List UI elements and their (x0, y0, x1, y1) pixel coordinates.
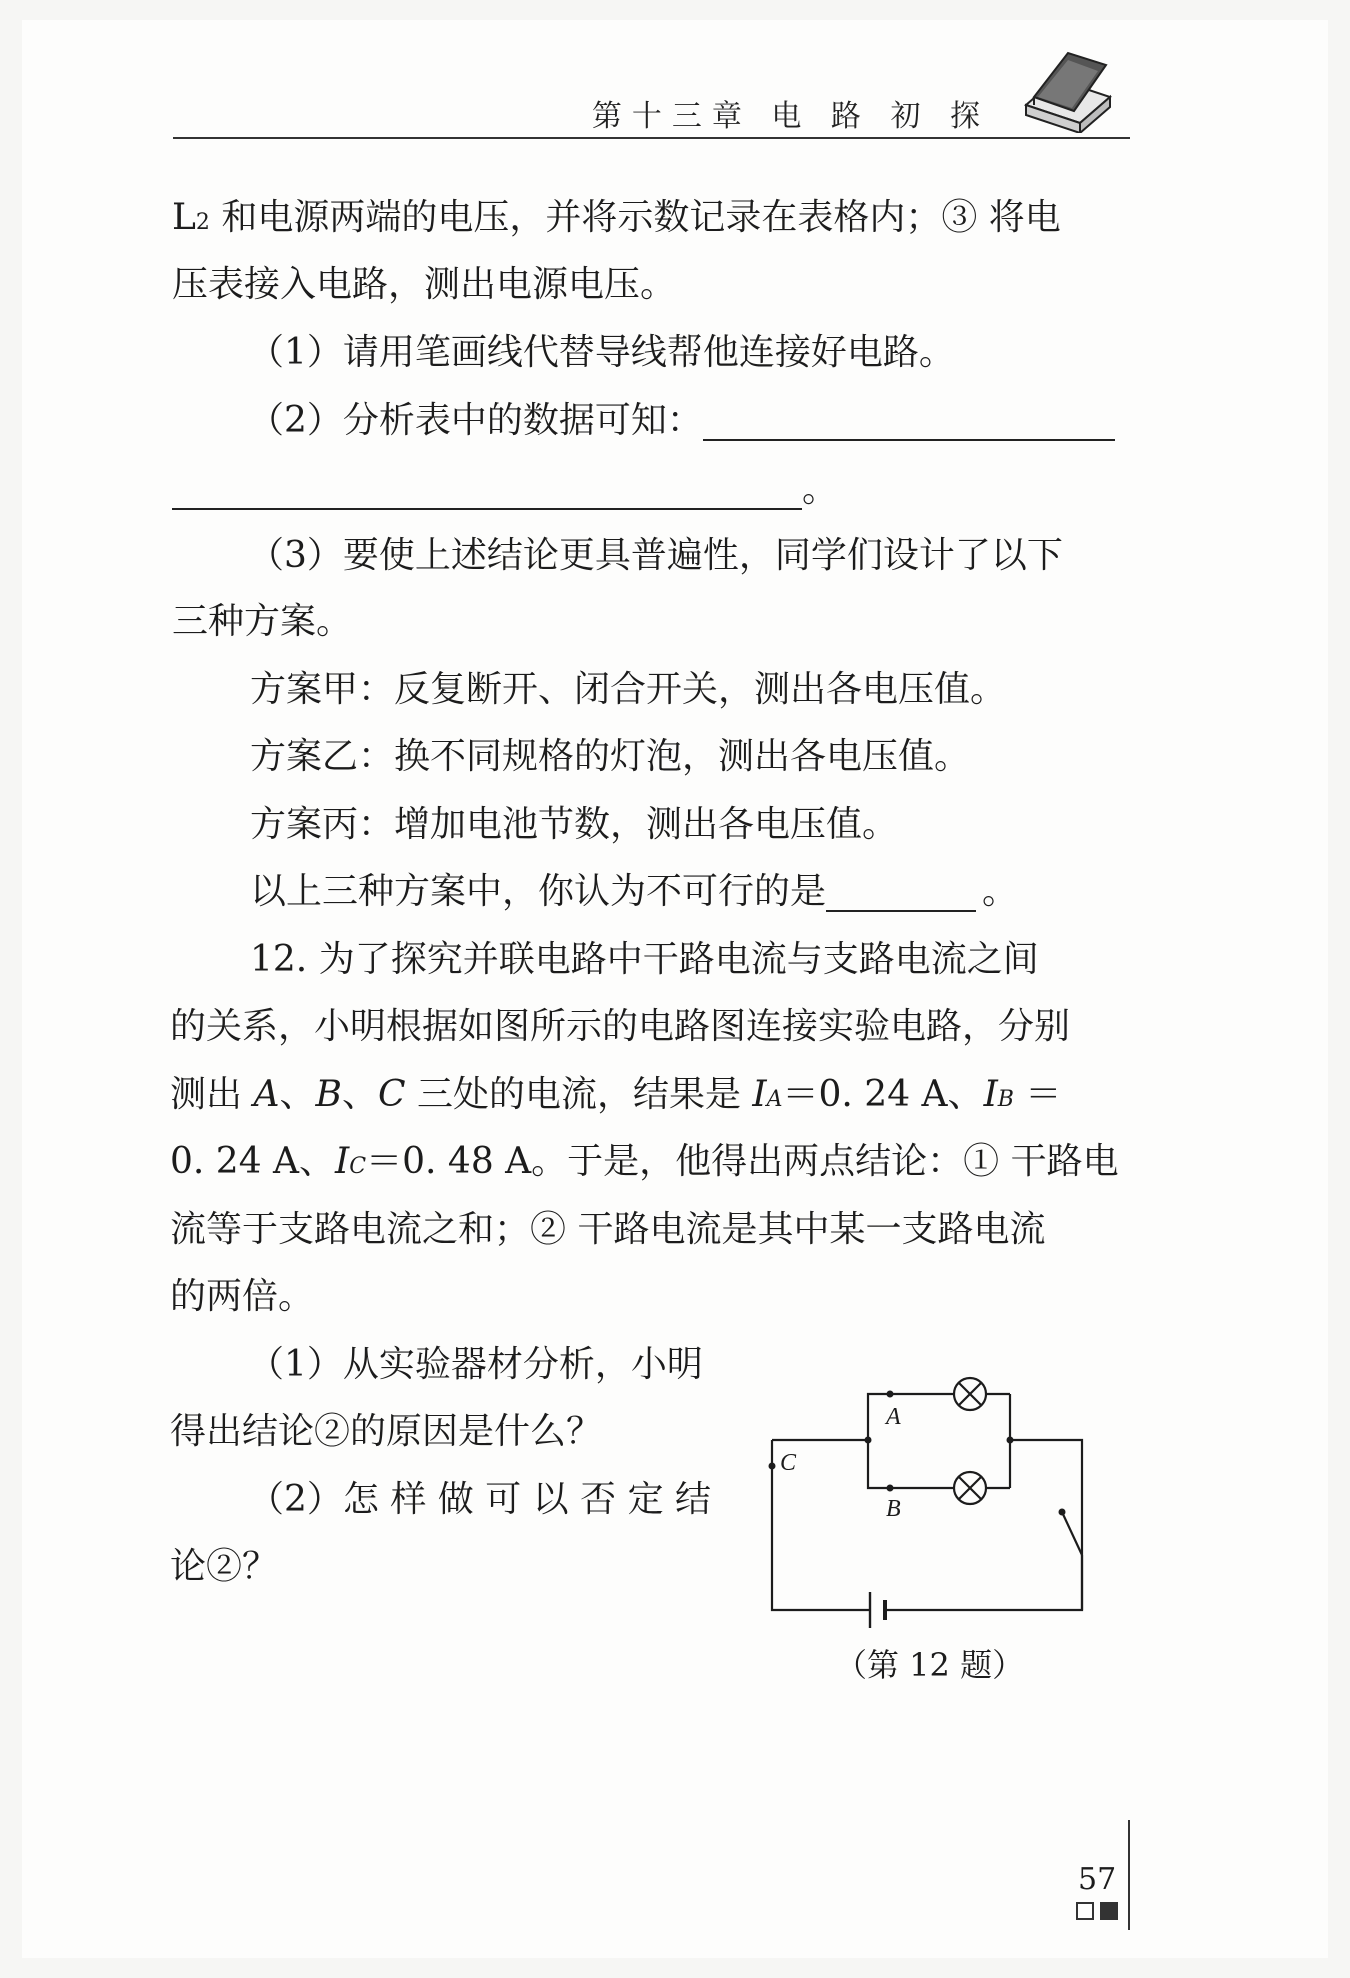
main-wire-right (885, 1440, 1082, 1610)
page (22, 20, 1328, 1958)
answer-blank-q2-cont[interactable] (172, 474, 802, 510)
label-a: A (886, 1404, 901, 1430)
question-2-cont: 。 (172, 470, 838, 510)
question-3c: 以上三种方案中，你认为不可行的是 。 (250, 871, 1019, 912)
sub-question-2b: 论②？ (170, 1546, 279, 1587)
point-b-dot (887, 1485, 894, 1492)
plan-c: 方案丙：增加电池节数，测出各电压值。 (250, 804, 899, 845)
question-3b: 三种方案。 (172, 601, 353, 642)
problem-12-line-2: 的关系，小明根据如图所示的电路图连接实验电路，分别 (170, 1006, 1071, 1047)
switch-lever-icon (1062, 1512, 1082, 1555)
line-1: L2 和电源两端的电压，并将示数记录在表格内；③ 将电 (172, 197, 1061, 238)
label-c: C (780, 1450, 797, 1476)
sub-question-1a: （1）从实验器材分析，小明 (248, 1344, 703, 1385)
branch-b-wire (868, 1440, 954, 1488)
page-box-filled-icon (1100, 1902, 1118, 1920)
problem-12-line-1: 12. 为了探究并联电路中干路电流与支路电流之间 (250, 939, 1039, 980)
circuit-diagram (760, 1370, 1100, 1630)
point-c-dot (769, 1463, 776, 1470)
problem-12-line-3: 测出 A、B、C 三处的电流，结果是 IA＝0. 24 A、IB ＝ (170, 1074, 1062, 1115)
question-3a: （3）要使上述结论更具普遍性，同学们设计了以下 (248, 535, 1063, 576)
problem-12-line-6: 的两倍。 (170, 1276, 315, 1317)
plan-b: 方案乙：换不同规格的灯泡，测出各电压值。 (250, 736, 971, 777)
problem-12-line-5: 流等于支路电流之和；② 干路电流是其中某一支路电流 (170, 1209, 1046, 1250)
line-2: 压表接入电路，测出电源电压。 (172, 264, 677, 305)
junction-left (865, 1437, 872, 1444)
point-a-dot (887, 1391, 894, 1398)
plan-a: 方案甲：反复断开、闭合开关，测出各电压值。 (250, 669, 1007, 710)
switch-pivot (1059, 1509, 1066, 1516)
question-1: （1）请用笔画线代替导线帮他连接好电路。 (248, 332, 955, 373)
page-number-rule (1128, 1820, 1130, 1930)
sub-question-1b: 得出结论②的原因是什么？ (170, 1411, 603, 1452)
problem-12-line-4: 0. 24 A、IC＝0. 48 A。于是，他得出两点结论：① 干路电 (170, 1141, 1119, 1182)
book-icon (1018, 45, 1118, 133)
answer-blank-q2[interactable] (703, 405, 1115, 441)
figure-caption: （第 12 题） (835, 1646, 1025, 1684)
junction-right (1007, 1437, 1014, 1444)
page-box-outline-icon (1076, 1902, 1094, 1920)
chapter-title: 第十三章 电 路 初 探 (591, 99, 990, 134)
question-2: （2）分析表中的数据可知： (248, 401, 1115, 441)
sub-question-2a: （2）怎 样 做 可 以 否 定 结 (248, 1479, 712, 1520)
chapter-header (173, 85, 1130, 139)
answer-blank-q3[interactable] (826, 876, 976, 912)
label-b: B (886, 1496, 901, 1522)
branch-a-wire (868, 1394, 954, 1440)
page-number: 57 (1078, 1862, 1117, 1897)
